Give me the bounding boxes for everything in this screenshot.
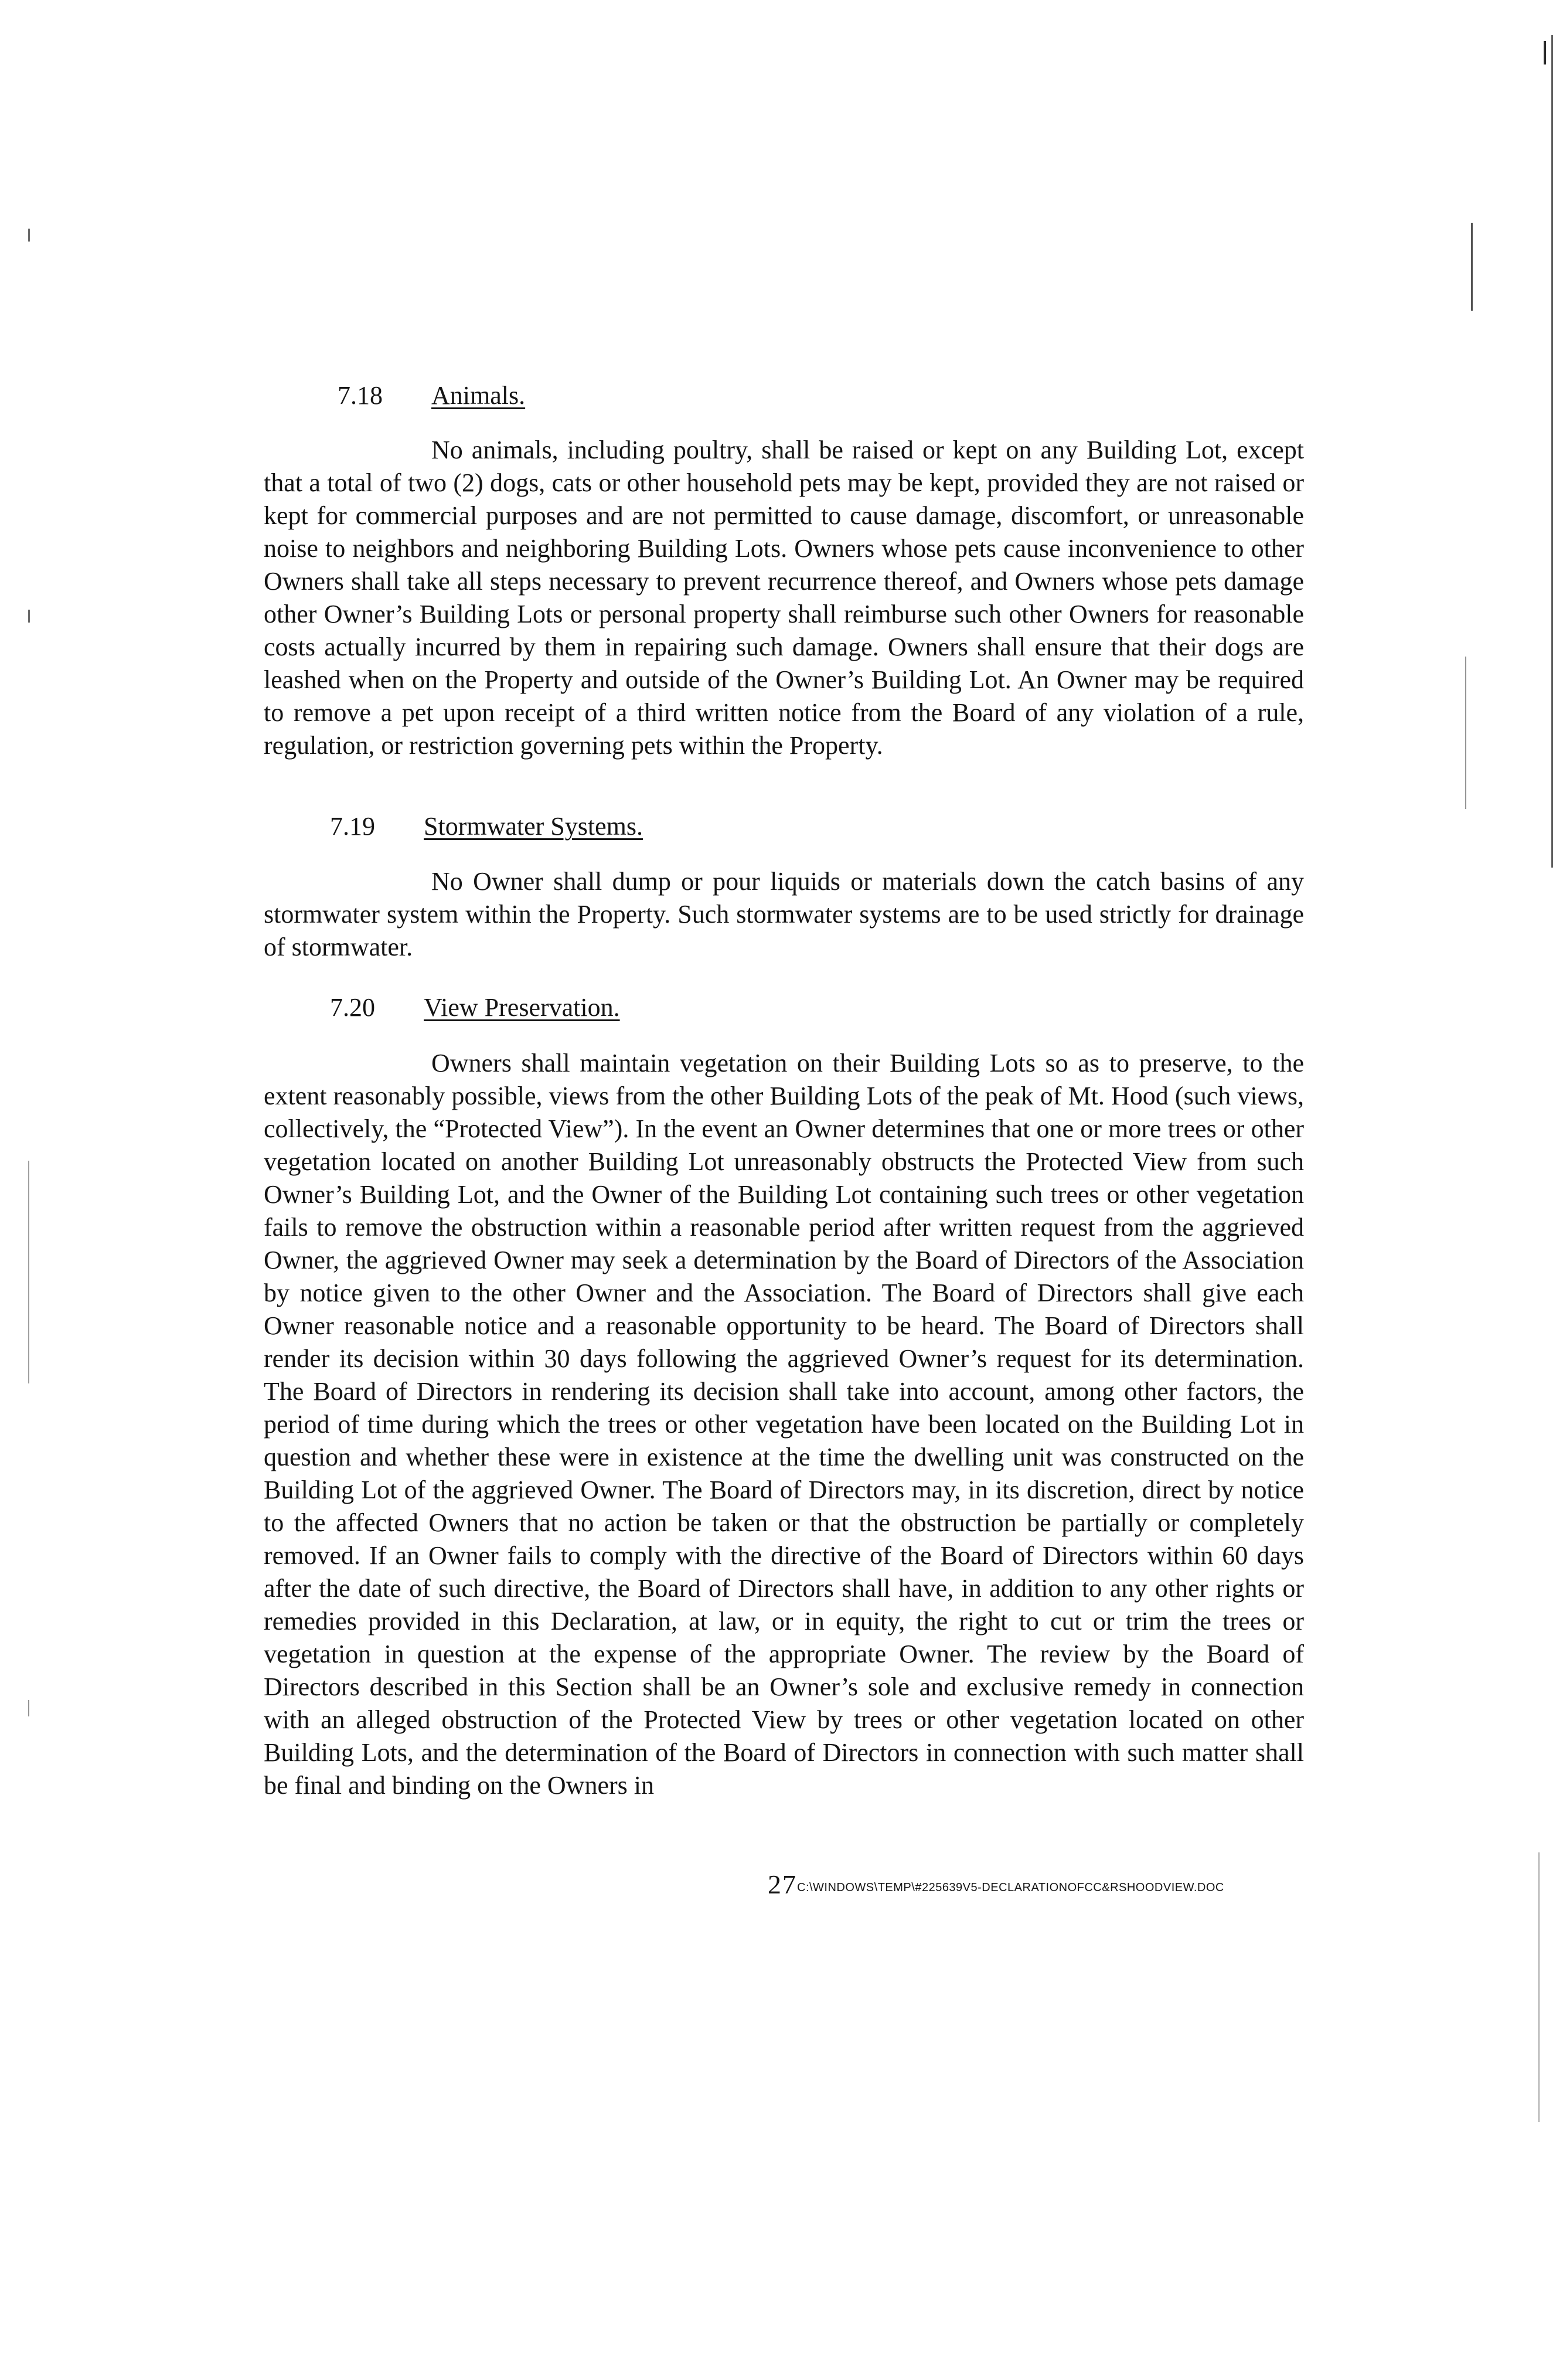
scan-artifact-line [28,1161,29,1383]
section-title: View Preservation. [424,993,620,1022]
scan-edge-line [1551,35,1553,868]
section-number: 7.19 [330,812,375,841]
scan-artifact-tick [28,1700,29,1716]
section-title: Stormwater Systems. [424,812,643,841]
section-number: 7.20 [330,993,375,1022]
scan-edge-mark [1544,41,1546,64]
scan-artifact-tick [28,610,30,623]
section-body-7-18: No animals, including poultry, shall be raised or kept on any Building Lot, except that a total of two (2) dogs, cats or other household pets may be kept, provided they are not raised or kept for commercial purposes and are not permitted to cause damage, discomfort, or unreasonable noise to neighbors and neighboring Building Lots. Owners whose pets cause inconvenience to other Owners shall take all steps necessary to prevent recurrence thereof, and Owners whose pets damage other Owner’s Building Lots or personal property shall reimburse such other Owners for reasonable costs actually incurred by them in repairing such damage. Owners shall ensure that their dogs are leashed when on the Property and outside of the Owner’s Building Lot. An Owner may be required to remove a pet upon receipt of a third written notice from the Board of any violation of a rule, regulation, or restriction governing pets within the Property. [264,436,1304,760]
section-heading-7-19 [330,811,643,842]
section-body-7-19: No Owner shall dump or pour liquids or materials down the catch basins of any stormwater system within the Property. Such stormwater systems are to be used strictly for drainage of stormwater. [264,867,1304,961]
document-file-path: C:\WINDOWS\TEMP\#225639V5-DECLARATIONOFCC&RSHOODVIEW.DOC [797,1881,1224,1894]
scan-artifact-line [1465,657,1466,809]
scan-artifact-line [1471,223,1473,311]
section-heading-7-18 [338,380,525,412]
page-footer [768,1867,1224,1909]
section-title: Animals. [431,381,526,410]
scan-artifact-tick [28,229,30,242]
page-number: 27 [768,1869,797,1899]
section-body-7-20: Owners shall maintain vegetation on their Building Lots so as to preserve, to the extent reasonably possible, views from the other Building Lots of the peak of Mt. Hood (such views, collectively, the “Protected View”). In the event an Owner determines that one or more trees or other vegetation located on another Building Lot unreasonably obstructs the Protected View from such Owner’s Building Lot, and the Owner of the Building Lot containing such trees or other vegetation fails to remove the obstruction within a reasonable period after written request from the aggrieved Owner, the aggrieved Owner may seek a determination by the Board of Directors of the Association by notice given to the other Owner and the Association. The Board of Directors shall give each Owner reasonable notice and a reasonable opportunity to be heard. The Board of Directors shall render its decision within 30 days following the aggrieved Owner’s request for its determination. The Board of Directors in rendering its decision shall take into account, among other factors, the period of time during which the trees or other vegetation have been located on the Building Lot in question and whether these were in existence at the time the dwelling unit was constructed on the Building Lot of the aggrieved Owner. The Board of Directors may, in its discretion, direct by notice to the affected Owners that no action be taken or that the obstruction be partially or completely removed. If an Owner fails to comply with the directive of the Board of Directors within 60 days after the date of such directive, the Board of Directors shall have, in addition to any other rights or remedies provided in this Declaration, at law, or in equity, the right to cut or trim the trees or vegetation in question at the expense of the appropriate Owner. The review by the Board of Directors described in this Section shall be an Owner’s sole and exclusive remedy in connection with an alleged obstruction of the Protected View by trees or other vegetation located on other Building Lots, and the determination of the Board of Directors in connection with such matter shall be final and binding on the Owners in [264,1049,1304,1800]
section-heading-7-20 [330,992,620,1024]
section-number: 7.18 [338,381,383,410]
scan-artifact-line [1538,1852,1540,2122]
